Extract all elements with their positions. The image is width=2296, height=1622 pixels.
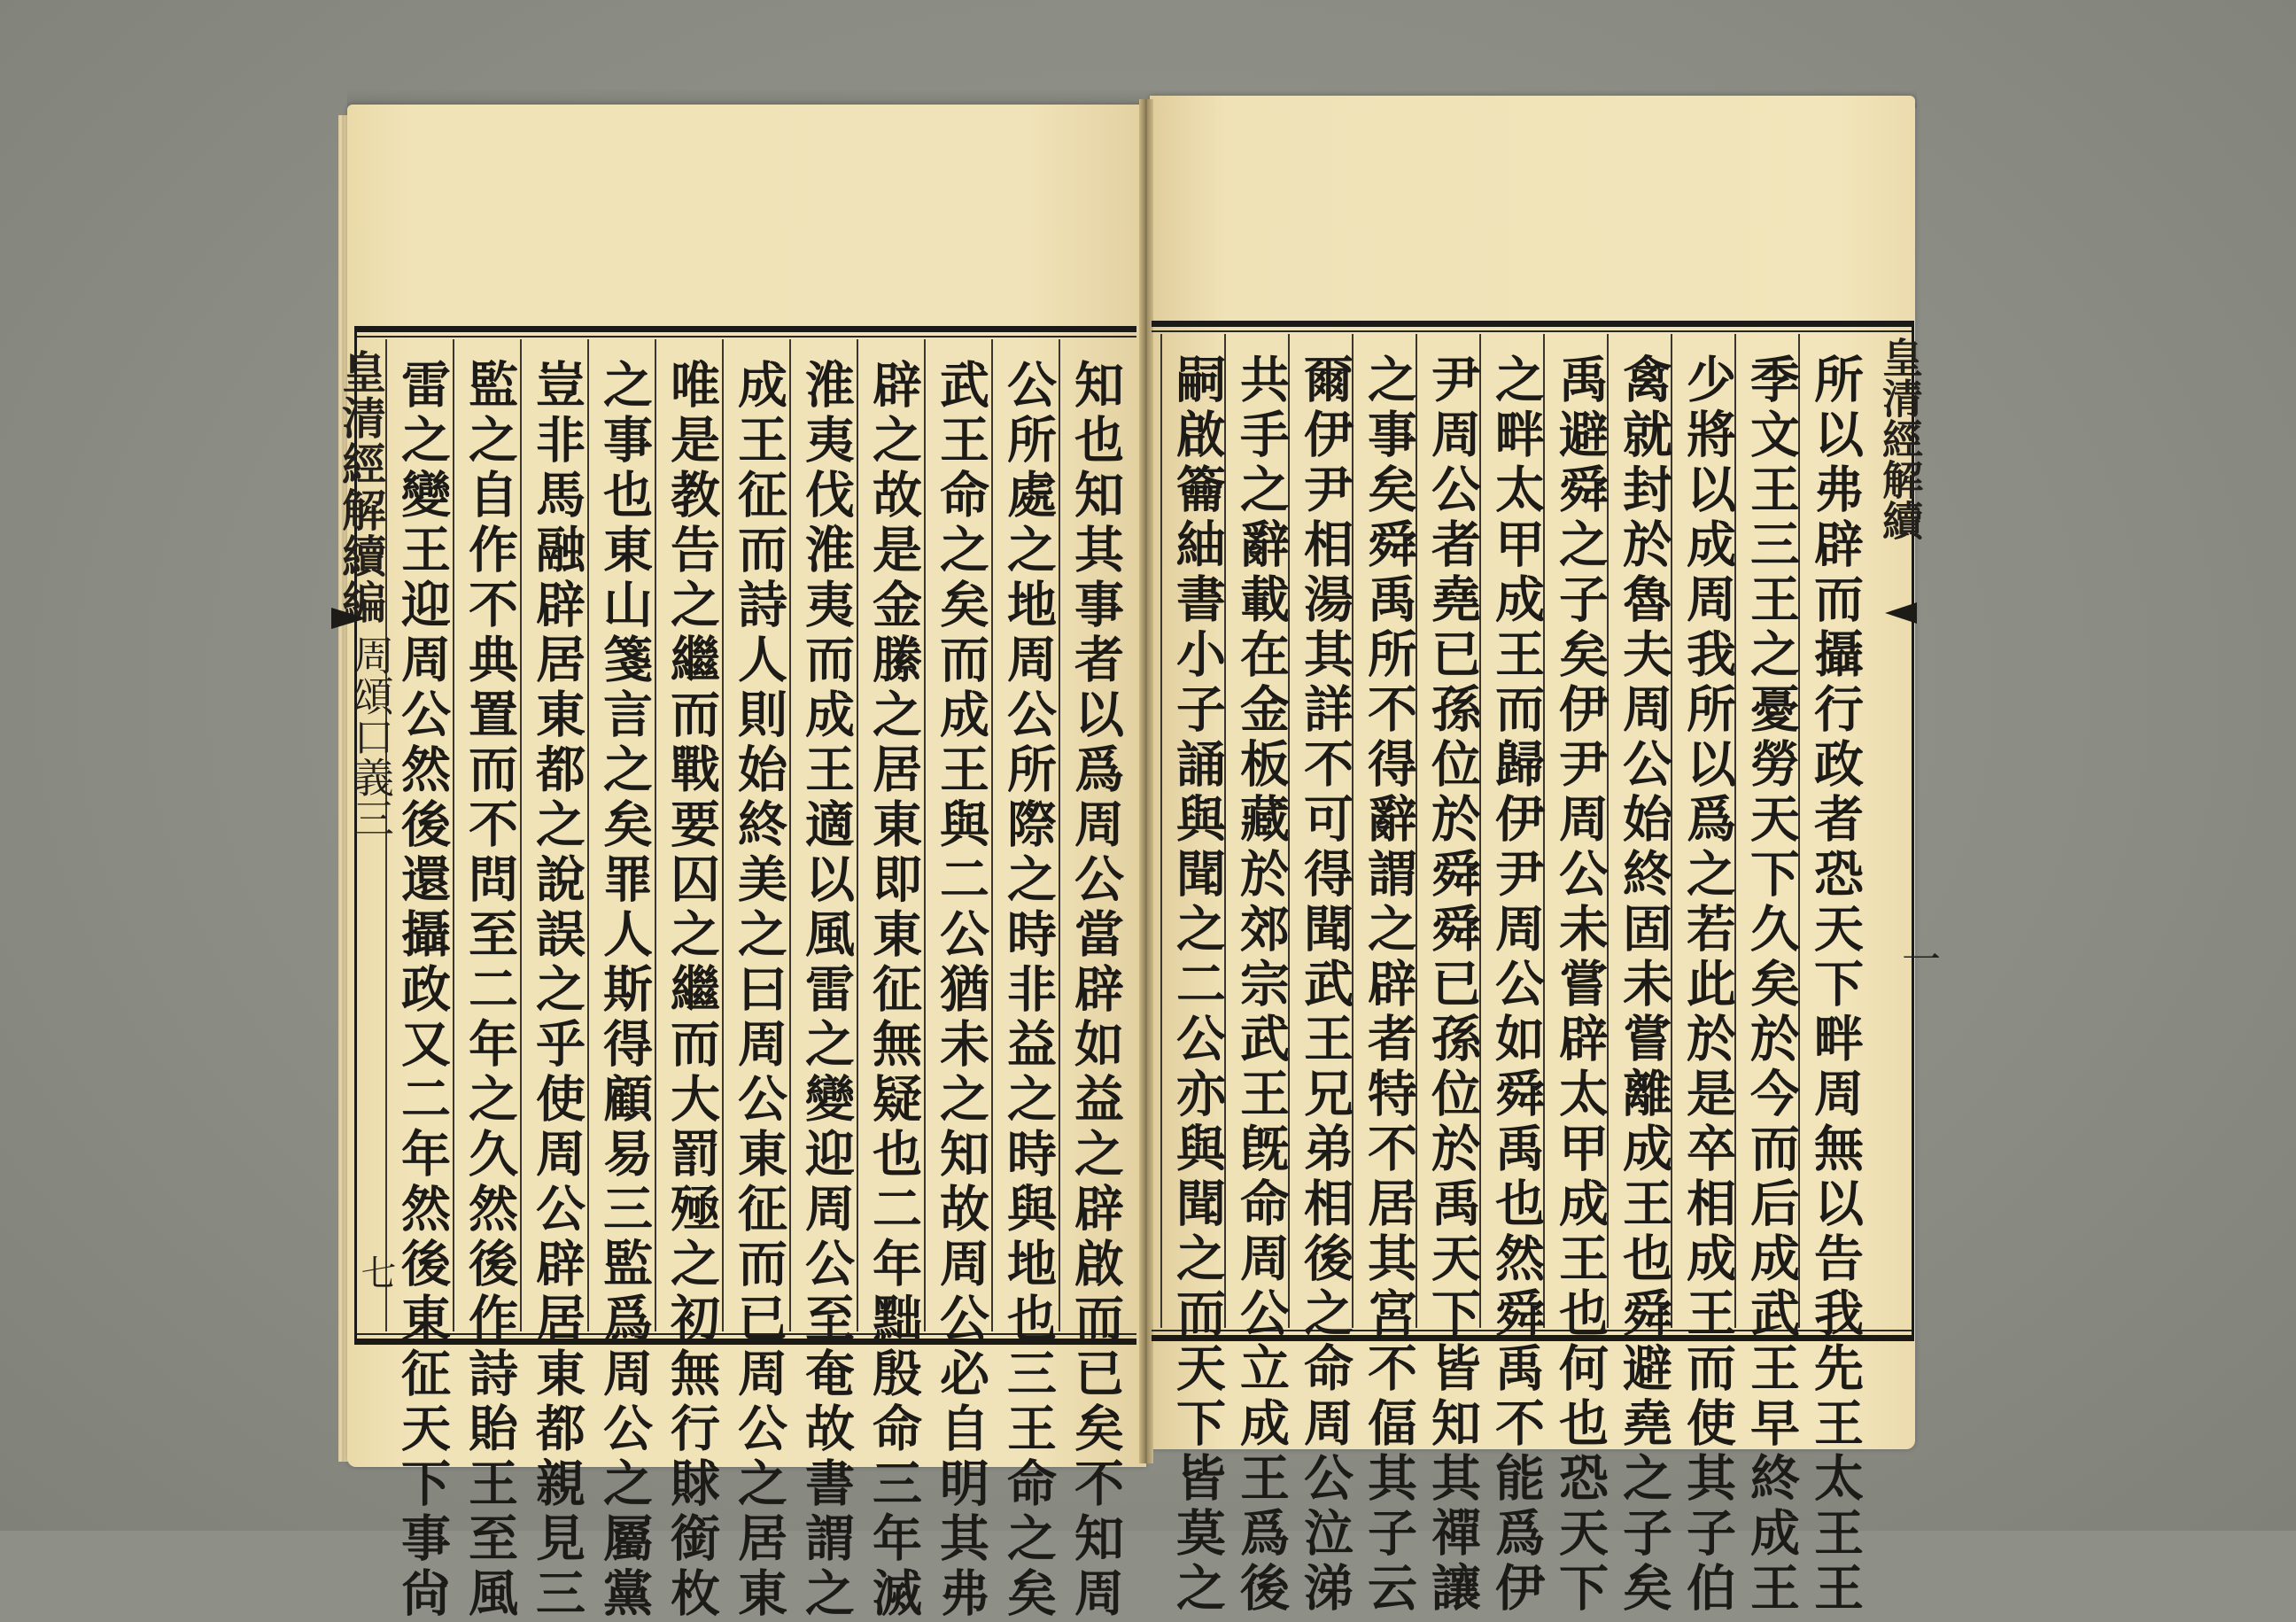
column-rule bbox=[857, 339, 858, 1331]
text-column: 禽就封於魯夫周公始終固未嘗離成王也舜避堯之子矣 bbox=[1615, 353, 1673, 1617]
text-column: 禹避舜之子矣伊尹周公未嘗辟太甲成王也何也恐天下 bbox=[1551, 353, 1610, 1617]
banxin-section-title: 周頌口義三 bbox=[347, 634, 395, 838]
column-rule bbox=[520, 339, 522, 1331]
text-column: 知也知其事者以爲周公當辟如益之辟啟而已矣不知周 bbox=[1067, 359, 1125, 1622]
right-banxin bbox=[1876, 337, 1940, 1311]
left-banxin bbox=[330, 342, 406, 1316]
text-column: 季文王三王之憂勞天下久矣於今而后成武王早終成王 bbox=[1742, 353, 1801, 1617]
column-rule bbox=[587, 339, 589, 1331]
column-rule bbox=[789, 339, 791, 1331]
text-column: 成王征而詩人則始終美之曰周公東征而已周公之居東 bbox=[730, 359, 788, 1622]
text-column: 雷之變王迎周公然後還攝政又二年然後東征天下事尙 bbox=[393, 359, 452, 1622]
banxin-book-title: 皇清經解續編 bbox=[335, 349, 387, 625]
banxin-book-title: 皇清經解續 bbox=[1876, 337, 1924, 540]
text-column: 爾伊尹相湯其詳不可得聞武王兄弟相後之命周公泣涕 bbox=[1296, 353, 1354, 1617]
text-column: 武王命之矣而成王與二公猶未之知故周公必自明其弗 bbox=[932, 359, 990, 1622]
frame-inner-rule-top bbox=[1152, 330, 1912, 332]
banxin-leaf-number: 七 bbox=[355, 1254, 396, 1290]
text-column: 之畔太甲成王而歸伊尹周公如舜禹也然舜禹不能爲伊 bbox=[1487, 353, 1546, 1617]
text-column: 唯是教告之繼而戰要囚之繼而大罰殛之初無行賕銜枚 bbox=[663, 359, 721, 1622]
fishtail-mark-icon bbox=[1885, 602, 1917, 624]
text-column: 豈非馬融辟居東都之說誤之乎使周公辟居東都親見三 bbox=[528, 359, 586, 1622]
right-text-frame bbox=[1152, 321, 1914, 1617]
column-rule bbox=[722, 339, 724, 1331]
text-column: 辟之故是金縢之居東即東征無疑也二年黜殷命三年滅 bbox=[865, 359, 923, 1622]
text-column: 共手之辭載在金板藏於郊宗武王旣命周公立成王爲後 bbox=[1232, 353, 1291, 1617]
column-rule bbox=[924, 339, 926, 1331]
text-column: 嗣啟籥紬書小子誦與聞之二公亦與聞之而天下皆莫之 bbox=[1168, 353, 1227, 1617]
column-rule bbox=[991, 339, 993, 1331]
column-rule bbox=[453, 339, 454, 1331]
fishtail-mark-icon bbox=[331, 608, 367, 629]
column-rule bbox=[655, 339, 656, 1331]
banxin-leaf-number: 一 bbox=[1895, 939, 1940, 978]
text-column: 監之自作不典置而不問至二年之久然後作詩貽王至風 bbox=[461, 359, 519, 1622]
frame-inner-rule-top bbox=[357, 336, 1136, 338]
column-rule bbox=[1059, 339, 1060, 1331]
text-column: 所以弗辟而攝行政者恐天下畔周無以告我先王太王王 bbox=[1806, 353, 1865, 1617]
text-column: 淮夷伐淮夷而成王適以風雷之變迎周公至奄故書謂之 bbox=[797, 359, 856, 1622]
text-column: 之事也東山箋言之矣罪人斯得顧易三監爲周公之屬黨 bbox=[595, 359, 654, 1622]
left-text-frame bbox=[354, 326, 1136, 1622]
text-column: 尹周公者堯已孫位於舜舜已孫位於禹天下皆知其禪讓 bbox=[1423, 353, 1482, 1617]
text-column: 之事矣舜禹所不得辭謂之辟者特不居其宮不偪其子云 bbox=[1360, 353, 1418, 1617]
text-column: 公所處之地周公所際之時非益之時與地也三王命之矣 bbox=[999, 359, 1058, 1622]
column-rule bbox=[1160, 334, 1162, 1328]
text-column: 少將以成周我所以爲之若此於是卒相成王而使其子伯 bbox=[1679, 353, 1737, 1617]
